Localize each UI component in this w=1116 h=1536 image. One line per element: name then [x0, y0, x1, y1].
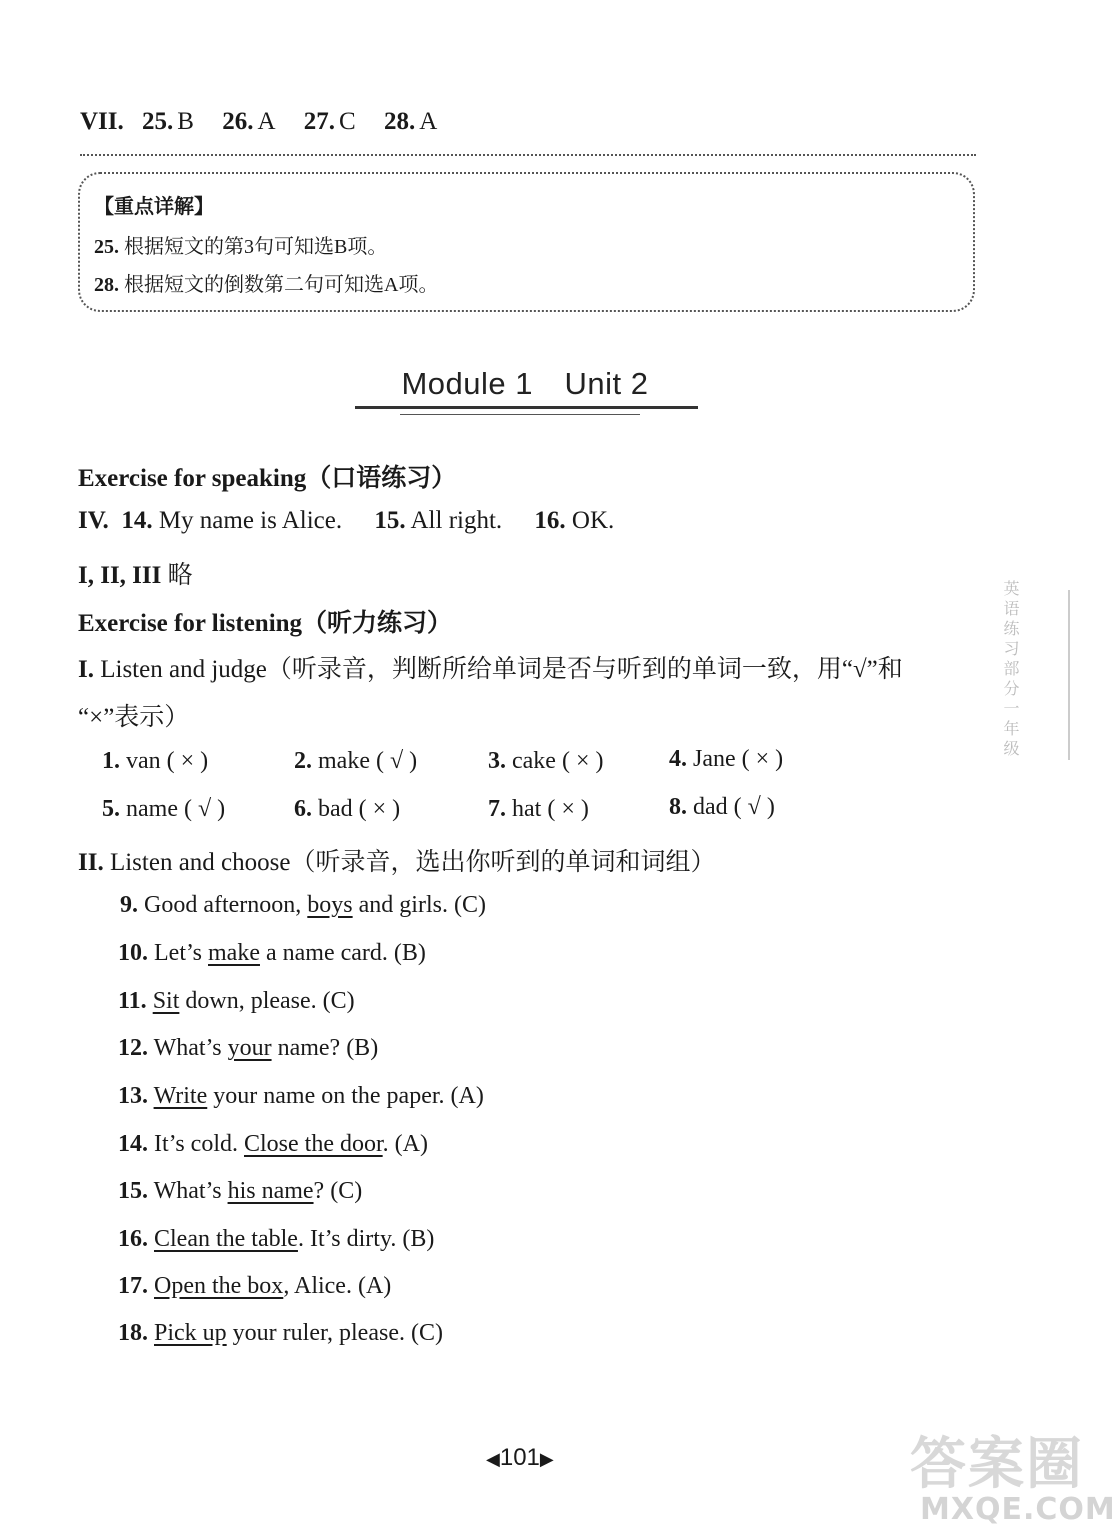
detail-item: 28. 根据短文的倒数第二句可知选A项。 — [94, 274, 439, 296]
judge-item: 1. van ( × ) — [102, 748, 209, 774]
iv-answer-line: IV. 14. My name is Alice. 15. All right. 16. OK. — [78, 507, 615, 534]
dotted-divider — [80, 154, 976, 156]
answer-item: 28. A — [383, 108, 438, 135]
watermark-logo: 答案圈 — [910, 1432, 1084, 1497]
detail-title: 【重点详解】 — [94, 196, 214, 218]
answer-item: 26. A — [222, 108, 276, 135]
judge-item: 5. name ( √ ) — [102, 796, 226, 822]
speaking-heading: Exercise for speaking（口语练习） — [78, 465, 457, 492]
page-right-arrow-icon: ▶ — [539, 1449, 554, 1469]
answer-item: 25. B — [142, 108, 194, 135]
page-number: ◀101▶ — [486, 1444, 554, 1471]
choose-item: 10. Let’s make a name card. (B) — [118, 940, 426, 966]
side-margin-text: 英语练习部分一年级 — [1001, 580, 1018, 760]
judge-item: 8. dad ( √ ) — [669, 794, 775, 820]
detail-explanation-box — [78, 172, 975, 312]
side-margin-bar — [1068, 590, 1070, 760]
judge-item: 3. cake ( × ) — [488, 748, 604, 774]
omitted-line: I, II, III 略 — [78, 562, 193, 589]
title-underline-thin — [400, 414, 640, 415]
answer-item: 27. C — [303, 108, 356, 135]
judge-item: 7. hat ( × ) — [488, 796, 589, 822]
section-label: IV. — [78, 507, 109, 534]
listening-heading: Exercise for listening（听力练习） — [78, 610, 453, 637]
listen-judge-instruction-cont: “×”表示） — [78, 704, 190, 731]
title-underline — [355, 406, 698, 409]
choose-item: 15. What’s his name? (C) — [118, 1178, 363, 1204]
section-label: VII. — [80, 108, 124, 135]
choose-item: 11. Sit down, please. (C) — [118, 988, 355, 1014]
listen-judge-instruction: I. Listen and judge（听录音，判断所给单词是否与听到的单词一致，用“√”和 — [78, 656, 903, 683]
choose-item: 12. What’s your name? (B) — [118, 1035, 379, 1061]
judge-item: 6. bad ( × ) — [294, 796, 401, 822]
choose-item: 18. Pick up your ruler, please. (C) — [118, 1320, 443, 1346]
choose-item: 13. Write your name on the paper. (A) — [118, 1083, 484, 1109]
judge-item: 2. make ( √ ) — [294, 748, 418, 774]
choose-item: 14. It’s cold. Close the door. (A) — [118, 1131, 428, 1157]
judge-item: 4. Jane ( × ) — [669, 746, 784, 772]
page-left-arrow-icon: ◀ — [486, 1449, 500, 1469]
module-title: Module 1 Unit 2 — [401, 366, 649, 401]
vii-answer-line — [80, 108, 459, 136]
choose-item: 17. Open the box, Alice. (A) — [118, 1273, 392, 1299]
listen-choose-instruction: II. Listen and choose（听录音，选出你听到的单词和词组） — [78, 849, 716, 876]
detail-item: 25. 根据短文的第3句可知选B项。 — [94, 236, 388, 258]
watermark-url: MXQE.COM — [920, 1492, 1116, 1527]
choose-item: 9. Good afternoon, boys and girls. (C) — [120, 892, 486, 918]
choose-item: 16. Clean the table. It’s dirty. (B) — [118, 1226, 435, 1252]
